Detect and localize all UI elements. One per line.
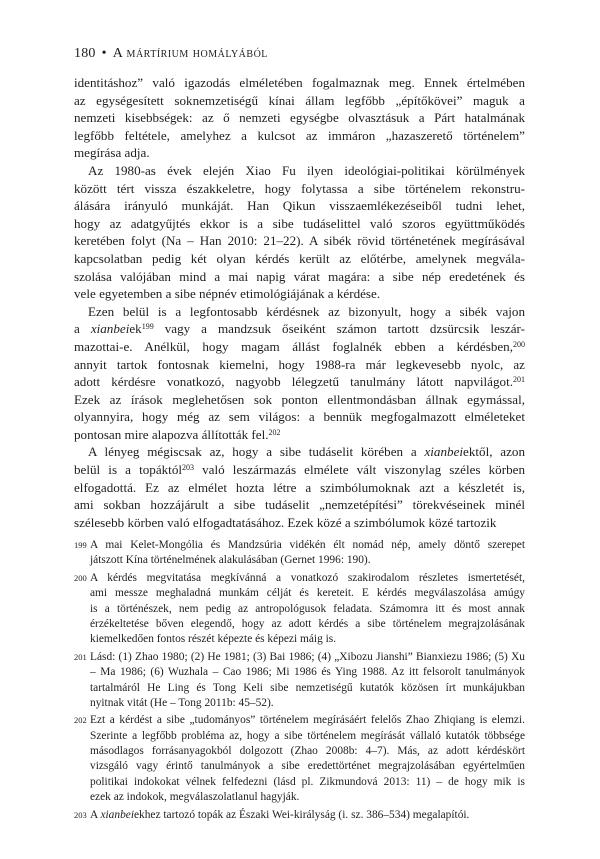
footnote	[74, 538, 525, 569]
footnote-number: 200	[74, 572, 87, 583]
text-line: mazottai-e. Anélkül, hogy magam állást foglalnék ebben a kérdésben,$^{200}$	[74, 338, 525, 354]
footnote-line: – Ma 1986; (6) Wuzhala – Cao 1986; Mi 1986 és Ying 1988. Az itt felsorolt tanulmányok	[90, 666, 525, 679]
page-number: 180	[74, 46, 96, 61]
footnote-marker[interactable]: 199	[141, 322, 154, 332]
text-line: ami sokban hozzájárult a sibe tudáselit „nemzetépítési” törekvéseinek minél	[74, 497, 525, 513]
footnote-line: is a történészek, nem pedig az antropológusok feladata. Számomra itt és most annak	[90, 602, 525, 615]
footnote-line: ezek az indokok, megválaszolatlanul hagyják.	[90, 791, 300, 804]
footnote-line: vizsgáló vagy érintő tanulmányok a sibe eredettörténet megrajzolásában egyértelműen	[90, 760, 525, 773]
footnote-line: ami messze meghaladná munkám célját és kereteit. E kérdés megválaszolása amúgy	[90, 587, 525, 600]
footnote-number: 201	[74, 651, 87, 662]
text-line: identitáshoz” való igazodás elméletében fogalmaznak meg. Ennek értelmében	[74, 75, 525, 90]
paragraph	[74, 443, 525, 531]
text-line: elfogadottá. Ez az elmélet hozta létre a szimbólumoknak azt a készletét is,	[74, 479, 525, 495]
footnote	[74, 713, 525, 805]
text-line: keretében folyt (Na – Han 2010: 21–22). A sibék rövid történetének megírásával	[74, 233, 525, 249]
footnote-line: A mai Kelet-Mongólia és Mandzsúria vidékén élt nomád nép, amely döntő szerepet	[90, 539, 525, 551]
text-line: között tért vissza északkeletre, hogy folytassa a sibe történelem rekonstru-	[74, 180, 525, 196]
footnote-line: másodlagos forrásanyagokból dolgozott (Zhao 2008b: 4–7). Más, az adott kérdéskört	[90, 745, 525, 758]
footnote-line: Szerinte a legfőbb probléma az, hogy a sibe történelem megírását vállaló kutatók többsége	[90, 729, 525, 742]
footnote-marker[interactable]: 203	[182, 463, 195, 473]
text-line: szélesebb körben való elfogadtatásához. Ezek közé a szimbólumok közé tartozik	[74, 514, 497, 530]
footnote	[74, 808, 525, 823]
footnote-number: 199	[74, 540, 87, 550]
text-line: annyit tartok fontosnak kiemelni, hogy 1988-ra már legkevesebb nyolc, az	[74, 356, 525, 372]
footnote	[74, 650, 525, 712]
running-title: A mártírium homályából	[112, 46, 268, 61]
paragraph	[74, 303, 525, 444]
text-line: adott kérdésre vonatkozó, nagyobb lélegzetű tanulmány látott napvilágot.$^{201}$	[74, 374, 525, 390]
footnote-line: Lásd: (1) Zhao 1980; (2) He 1981; (3) Bai 1986; (4) „Xibozu Jianshi” Bianxiezu 1986; (5) Xu	[90, 650, 525, 663]
footnotes	[74, 538, 525, 823]
running-header	[74, 46, 268, 62]
text-line: vele egyetemben a sibe népnév etimológiájának a kérdése.	[74, 286, 381, 302]
footnote-line: nyitnak vitát (He – Tong 2011b: 45–52).	[90, 696, 274, 709]
text-line: megírása adja.	[74, 145, 150, 161]
main-text	[74, 74, 525, 531]
text-line: A lényeg mégiscsak az, hogy a sibe tudáselit körében a xianbeiektől, azon	[88, 444, 525, 460]
text-line: kapcsolatban pedig két olyan kérdés került az előtérbe, amelynek megvála-	[74, 250, 525, 266]
footnote-line: játszott Kína történelmének alakulásában (Gernet 1996: 190).	[90, 554, 371, 567]
text-line: Ezen belül is a legfontosabb kérdésnek az bizonyult, hogy a sibék vajon	[88, 303, 525, 319]
footnote-line: politikai indokokat vélnek felfedezni (lásd pl. Zikmundová 2013: 11) – de hogy mik is	[90, 775, 525, 788]
text-line: Ezek az írások meglehetősen sok ponton ellentmondásban állnak egymással,	[74, 391, 525, 407]
text-line: a xianbeiek$^{199}$ vagy a mandzsuk őseiként számon tartott dzsürcsik leszár-	[74, 321, 525, 337]
paragraph	[74, 162, 525, 303]
footnote-marker[interactable]: 202	[268, 427, 281, 437]
paragraph	[74, 74, 525, 162]
footnote-line: A xianbeiekhez tartozó topák az Északi Wei-királyság (i. sz. 386–534) megalapítói.	[90, 808, 470, 821]
footnote-marker[interactable]: 201	[513, 375, 525, 385]
text-line: nemzeti kisebbségek: az ő nemzeti egységbe olvasztásuk a Párt hatalmának	[74, 110, 525, 126]
header-separator: •	[101, 46, 107, 61]
text-line: pontosan mire alapozva állították fel.$^{202}$	[74, 426, 281, 442]
text-line: belül is a topáktól$^{203}$ való leszármazás elmélete vált viszonylag széles körben	[74, 462, 525, 478]
footnote	[74, 571, 525, 648]
text-line: az egységesített soknemzetiségű kínai állam legfőbb „építőkövei” maguk a	[74, 92, 525, 108]
footnote-line: érzékeltetése bőven elegendő, hogy az adott kérdés a sibe történelem megrajzolásának	[90, 617, 525, 630]
text-line: hogy az adatgyűjtés ekkor is a sibe tudáselittel való szoros együttműködés	[74, 215, 525, 231]
footnote-line: tartalmáról He Ling és Tong Keli sibe nemzetiségű kutatók közösen írt munkájukban	[90, 681, 525, 694]
footnote-number: 202	[74, 715, 87, 726]
text-line: szolása valójában mind a mai napig várat magára: a sibe nép eredetének és	[74, 268, 525, 284]
text-line: Az 1980-as évek elején Xiao Fu ilyen ideológiai-politikai körülmények	[88, 162, 525, 178]
footnote-line: A kérdés megvitatása megkívánná a vonatkozó szakirodalom részletes ismertetését,	[90, 571, 525, 584]
text-line: olyannyira, hogy még az sem világos: a bennük megfogalmazott elméleteket	[74, 409, 525, 425]
footnote-line: Ezt a kérdést a sibe „tudományos” történelem megírásáért felelős Zhao Zhiqiang is elemzi.	[90, 714, 525, 727]
text-line: álására irányuló munkáját. Han Qikun visszaemlékezéseiből tudni lehet,	[74, 198, 525, 214]
footnote-number: 203	[74, 809, 87, 820]
footnote-line: kiemelkedően fontos részét képezte és képezi máig is.	[90, 633, 337, 646]
footnote-marker[interactable]: 200	[513, 339, 525, 349]
text-line: legfőbb feltétele, amelyhez a kulcsot az immáron „hazaszerető történelem”	[74, 127, 525, 143]
